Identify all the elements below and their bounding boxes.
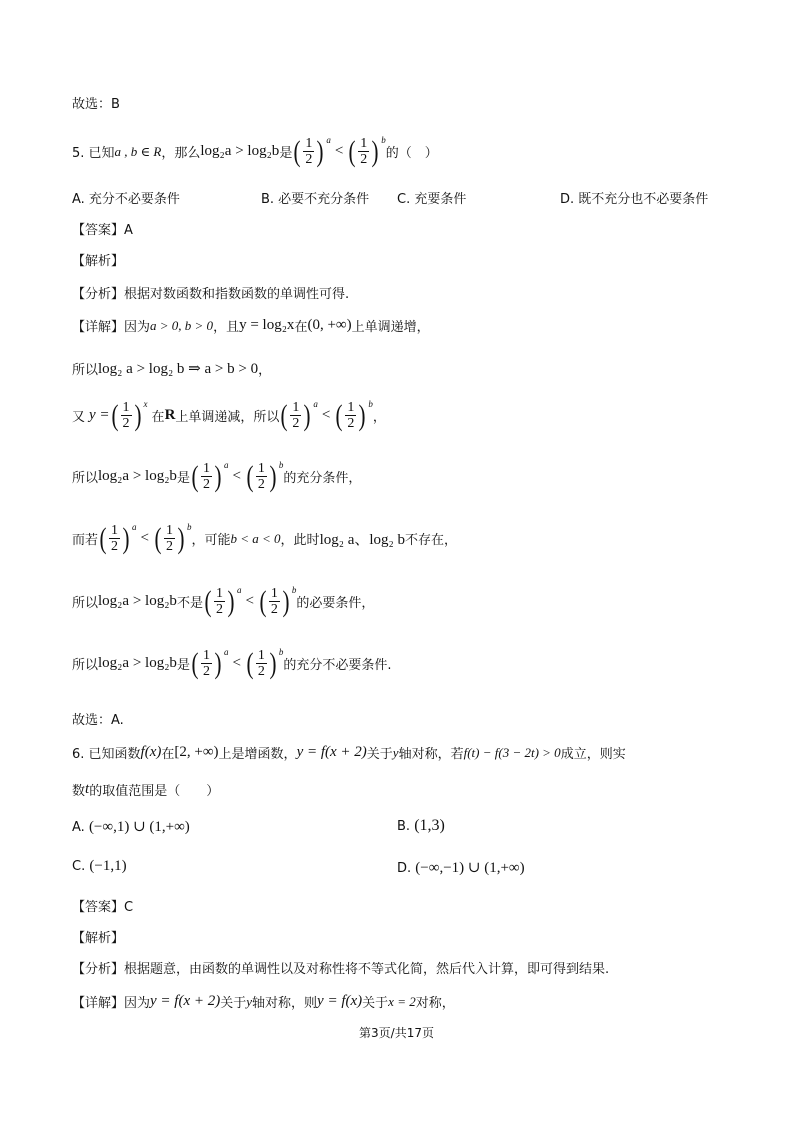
q6-stem-line2 [72, 780, 219, 799]
q5-l2-tail: ， [258, 363, 272, 378]
q5-detail-line7: 所以 log₂a > log₂b 是 ( $\frac{1}{2}$ ) a < ( $\frac{1}{2}$ ) b 的充分不必要条件. [72, 646, 392, 680]
q5-analysis-head: 【解析】 [72, 254, 125, 269]
q5-l7-power-b: ( $\frac{1}{2}$ ) b [246, 646, 284, 680]
q5-l7-tail: 的充分不必要条件. [283, 658, 392, 673]
q5-ineq: log₂a > log₂b [200, 143, 280, 159]
q5-l6-power-b: ( $\frac{1}{2}$ ) b [259, 584, 297, 618]
q5-l6-power-a: ( $\frac{1}{2}$ ) a [204, 584, 242, 618]
q6-stem-mid: 上是增函数， [218, 747, 297, 762]
q6-analysis: 【分析】根据题意，由函数的单调性以及对称性将不等式化简，然后代入计算，即可得到结果. [72, 962, 610, 977]
q5-detail-in: 在 [294, 320, 308, 335]
q5-analysis: 【分析】根据对数函数和指数函数的单调性可得. [72, 287, 350, 302]
q6-stem-prefix: 6. 已知函数 [72, 747, 141, 762]
q6-stem-in: 在 [161, 747, 175, 762]
q6-detail-tail: 对称， [415, 996, 455, 1011]
q5-power-a: ( $\frac{1}{2}$ ) a [293, 134, 331, 168]
q5-option-c: C. 充要条件 [397, 192, 467, 207]
q6-detail-axis: 轴对称，则 [252, 996, 318, 1011]
q5-mid2: 是 [279, 146, 293, 161]
q5-l7-log: log₂a > log₂b [98, 655, 177, 671]
q5-detail-line2 [72, 359, 271, 378]
q6-detail-x: x = 2 [388, 993, 416, 1009]
q5-l4-power-b: ( $\frac{1}{2}$ ) b [246, 459, 284, 493]
q5-detail-mid: ，且 [213, 320, 240, 335]
q5-detail-line3: 又 y = ( $\frac{1}{2}$ ) x 在 R 上单调递减，所以 ( $\frac{1}{2}$ ) a < ( $\frac{1}{2}$ ) b ， [72, 398, 386, 432]
q5-option-d: D. 既不充分也不必要条件 [560, 192, 709, 207]
q5-l7-prefix: 所以 [72, 658, 99, 673]
q5-l5-cond: b < a < 0 [230, 530, 281, 546]
q5-l5-logs: log₂ a、log₂ b [319, 532, 406, 548]
q5-l4-power-a: ( $\frac{1}{2}$ ) a [191, 459, 229, 493]
q5-l6-prefix: 所以 [72, 596, 99, 611]
q5-detail-line4: 所以 log₂a > log₂b 是 ( $\frac{1}{2}$ ) a < ( $\frac{1}{2}$ ) b 的充分条件， [72, 459, 362, 493]
q6-stem-t: t [85, 781, 90, 797]
q5-l6-log: log₂a > log₂b [98, 593, 177, 609]
q6-option-b: B. (1,3) [397, 817, 445, 834]
q5-answer: 【答案】A [72, 223, 133, 238]
q5-l6-mid: 不是 [176, 596, 203, 611]
q5-tail: 的（ ） [385, 146, 438, 161]
q5-l4-tail: 的充分条件， [283, 471, 362, 486]
q5-l7-power-a: ( $\frac{1}{2}$ ) a [191, 646, 229, 680]
q5-detail-interval: (0, +∞) [307, 317, 352, 333]
q6-stem-fn: y = f(x + 2) [296, 744, 367, 760]
q5-l3-R: R [164, 407, 176, 423]
q5-l7-mid: 是 [176, 658, 190, 673]
q5-l5-power-b: ( $\frac{1}{2}$ ) b [154, 521, 192, 555]
q5-mid1: ，那么 [161, 146, 201, 161]
q6-option-d: D. (−∞,−1) ∪ (1,+∞) [397, 860, 525, 876]
q6-detail-y: y [246, 993, 253, 1009]
q5-l4-mid: 是 [176, 471, 190, 486]
q5-l2-prefix: 所以 [72, 363, 99, 378]
q5-l4-log: log₂a > log₂b [98, 468, 177, 484]
q6-stem-line2a: 数 [72, 784, 86, 799]
q6-option-a: A. (−∞,1) ∪ (1,+∞) [72, 819, 190, 835]
q6-detail-fn: y = f(x + 2) [150, 993, 221, 1009]
q6-stem-interval: [2, +∞) [174, 744, 219, 760]
q6-answer: 【答案】C [72, 900, 134, 915]
q5-l3-power-x: ( $\frac{1}{2}$ ) x [111, 398, 148, 432]
q5-l3-mid: 在 [151, 410, 165, 425]
q4-select [72, 93, 120, 112]
q6-stem-ineq: f(t) − f(3 − 2t) > 0 [463, 744, 561, 760]
q5-detail-line5: 而若 ( $\frac{1}{2}$ ) a < ( $\frac{1}{2}$ ) b ，可能 b < a < 0 ，此时 log₂ a、log₂ b 不存在， [72, 521, 458, 555]
q6-detail-fn2: y = f(x) [317, 993, 363, 1009]
q5-l2-math: log₂ a > log₂ b ⇒ a > b > 0 [98, 361, 259, 377]
q6-stem-f: f(x) [140, 744, 162, 760]
q5-detail-fn: y = log₂x [239, 317, 295, 333]
q6-stem-line2b: 的取值范围是（ ） [89, 784, 220, 799]
q6-stem-tail: 成立，则实 [560, 747, 626, 762]
q5-stem: 5. 已知 a , b ∈ R ，那么 log₂a > log₂b 是 ( $\frac{1}{2}$ ) a < ( $\frac{1}{2}$ ) b 的（ ） [72, 134, 438, 168]
q6-option-c: C. (−1,1) [72, 858, 127, 874]
q5-option-b: B. 必要不充分条件 [261, 192, 370, 207]
q5-l6-tail: 的必要条件， [296, 596, 375, 611]
q5-l5-mid2: ，此时 [280, 533, 320, 548]
q5-l3-power-a: ( $\frac{1}{2}$ ) a [280, 398, 318, 432]
q5-l5-power-a: ( $\frac{1}{2}$ ) a [99, 521, 137, 555]
q5-l3-mid2: 上单调递减，所以 [175, 410, 280, 425]
q6-analysis-head: 【解析】 [72, 931, 125, 946]
q5-detail-line1 [72, 316, 430, 335]
q5-ab: a , b ∈ R [114, 143, 162, 159]
q5-l5-mid: ，可能 [191, 533, 231, 548]
q6-detail-sym2: 关于 [362, 996, 389, 1011]
q6-stem-sym: 关于 [366, 747, 393, 762]
q6-detail-sym: 关于 [220, 996, 247, 1011]
q5-l3-y: y = [89, 407, 110, 423]
q5-l4-prefix: 所以 [72, 471, 99, 486]
q5-prefix: 5. 已知 [72, 146, 115, 161]
q5-detail-tail: 上单调递增， [351, 320, 430, 335]
q5-l5-tail: 不存在， [405, 533, 458, 548]
q5-detail-line6: 所以 log₂a > log₂b 不是 ( $\frac{1}{2}$ ) a < ( $\frac{1}{2}$ ) b 的必要条件， [72, 584, 375, 618]
q5-l3-power-b: ( $\frac{1}{2}$ ) b [335, 398, 373, 432]
q5-l3-tail: ， [372, 410, 386, 425]
q6-stem-line1 [72, 743, 626, 762]
q5-l3-prefix: 又 [72, 410, 86, 425]
q5-l5-prefix: 而若 [72, 533, 99, 548]
q4-select-text: 故选：B [72, 97, 120, 112]
q5-power-b: ( $\frac{1}{2}$ ) b [348, 134, 386, 168]
page-footer: 第3页/共17页 [359, 1026, 434, 1040]
q6-stem-y: y [392, 744, 399, 760]
q5-detail-head: 【详解】因为 [72, 320, 151, 335]
q6-stem-axis: 轴对称，若 [398, 747, 464, 762]
q5-detail-cond: a > 0, b > 0 [150, 317, 214, 333]
q5-select: 故选：A. [72, 713, 124, 728]
q6-detail-line1 [72, 992, 455, 1011]
q6-detail-head: 【详解】因为 [72, 996, 151, 1011]
q5-option-a: A. 充分不必要条件 [72, 192, 180, 207]
